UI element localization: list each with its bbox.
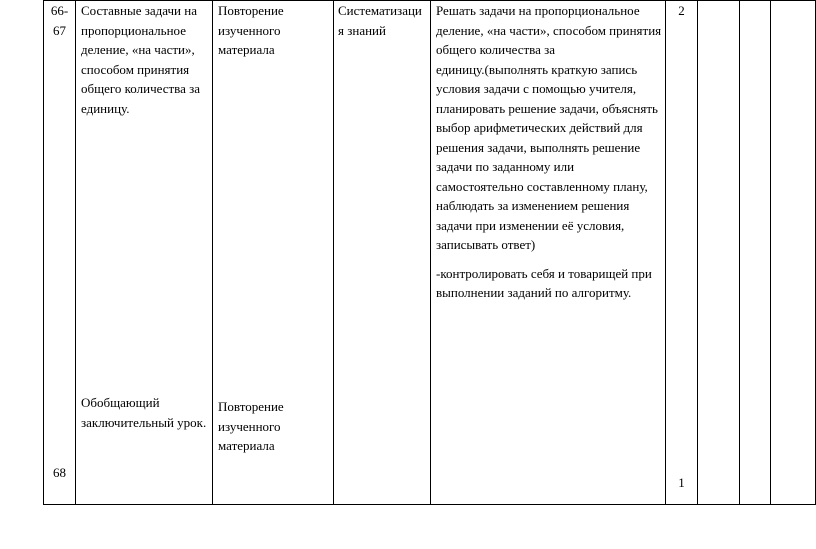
lesson-topic-final-text: Обобщающий заключительный урок. — [81, 395, 207, 430]
student-activity-control-text: -контролировать себя и товарищей при выполнении заданий по алгоритму. — [436, 265, 652, 300]
lesson-type-cell — [213, 1, 334, 505]
hours-cell — [666, 1, 698, 505]
lesson-plan-table — [43, 0, 816, 505]
hours-top: 2 — [678, 3, 685, 18]
student-activity-text: Решать задачи на пропорциональное деление, «на части», способом принятия общего количества за единицу.(выполнять краткую запись условия задачи с помощью учителя, планировать решение задачи, объяснять выбор арифметических действий для решения задачи, выполнять решение задачи по заданному или самостоятельно составленному плану, наблюдать за изменением решения задачи при изменении её условия, записывать ответ) -контролировать себя и товарищей при выполнении заданий по алгоритму. — [436, 1, 661, 303]
lesson-type-final-text: Повторение изученного материала — [218, 399, 284, 453]
lesson-number-bottom: 68 — [53, 465, 66, 480]
student-activity-cell — [431, 1, 666, 505]
lesson-topic-text: Составные задачи на пропорциональное деление, «на части», способом принятия общего количества за единицу. — [81, 3, 201, 116]
lesson-type-text: Повторение изученного материала — [218, 3, 284, 57]
empty-cell-1 — [698, 1, 740, 505]
table-row — [44, 1, 816, 505]
lesson-form-cell — [334, 1, 431, 505]
hours-bottom: 1 — [678, 475, 685, 490]
empty-cell-2 — [740, 1, 771, 505]
lesson-number-top: 66- 67 — [50, 3, 69, 38]
empty-cell-3 — [771, 1, 816, 505]
lesson-topic-cell — [76, 1, 213, 505]
lesson-form-text: Систематизаци я знаний — [338, 3, 422, 38]
lesson-number-cell — [44, 1, 76, 505]
